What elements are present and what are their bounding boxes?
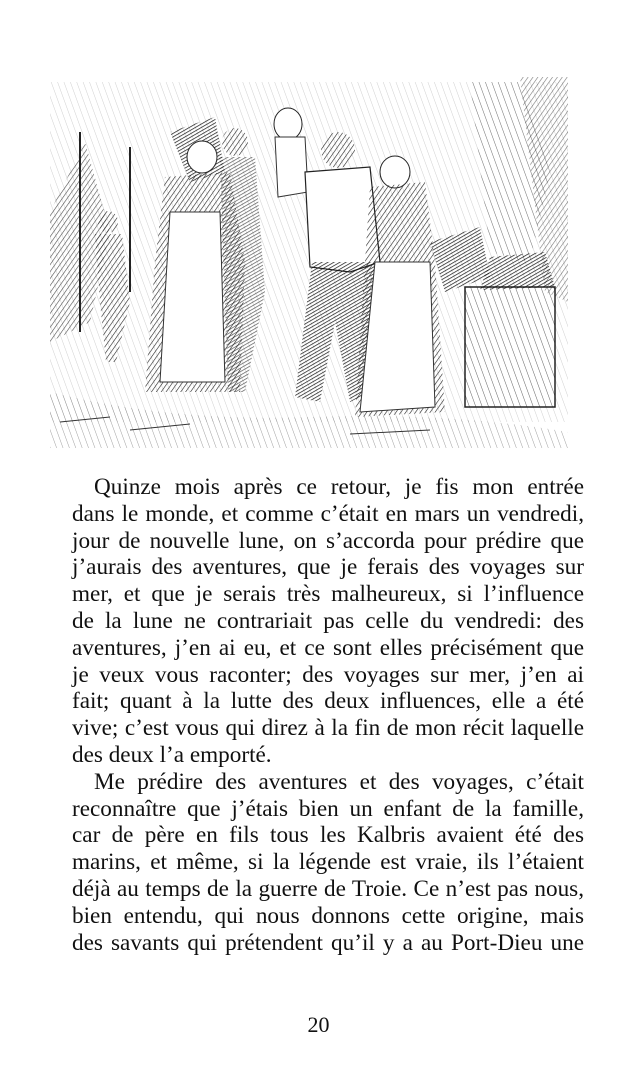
body-text <box>72 474 584 956</box>
text-line: des savants qui prétendent qu’il y a au Port-Dieu une <box>72 929 584 956</box>
text-line: aventures, j’en ai eu, et ce sont elles précisément que <box>72 634 584 661</box>
text-line: je veux vous raconter; des voyages sur mer, j’en ai <box>72 661 584 688</box>
text-line: j’aurais des aventures, que je ferais des voyages sur <box>72 554 584 581</box>
text-line: reconnaître que j’étais bien un enfant de la famille, <box>72 795 584 822</box>
engraving-family-scene-icon <box>50 62 568 448</box>
page-number: 20 <box>307 1012 330 1037</box>
text-line: Me prédire des aventures et des voyages, c’était <box>94 768 584 795</box>
text-line: bien entendu, qui nous donnons cette origine, mais <box>72 902 584 929</box>
text-line: déjà au temps de la guerre de Troie. Ce n’est pas nous, <box>72 875 584 902</box>
engraving-illustration <box>50 62 568 448</box>
text-line: de la lune ne contrariait pas celle du vendredi: des <box>72 607 584 634</box>
text-line: Quinze mois après ce retour, je fis mon entrée <box>94 474 584 500</box>
text-line: car de père en fils tous les Kalbris avaient été des <box>72 822 584 849</box>
text-line: vive; c’est vous qui direz à la fin de mon récit laquelle <box>72 715 584 742</box>
text-line: marins, et même, si la légende est vraie, ils l’étaient <box>72 849 584 876</box>
paragraph-2 <box>72 769 584 957</box>
paragraph-1 <box>72 474 584 769</box>
text-line: dans le monde, et comme c’était en mars un vendredi, <box>72 500 584 527</box>
text-line: jour de nouvelle lune, on s’accorda pour prédire que <box>72 527 584 554</box>
text-line: mer, et que je serais très malheureux, si l’influence <box>72 581 584 608</box>
text-line: des deux l’a emporté. <box>72 741 272 768</box>
text-line: fait; quant à la lutte des deux influences, elle a été <box>72 688 584 715</box>
